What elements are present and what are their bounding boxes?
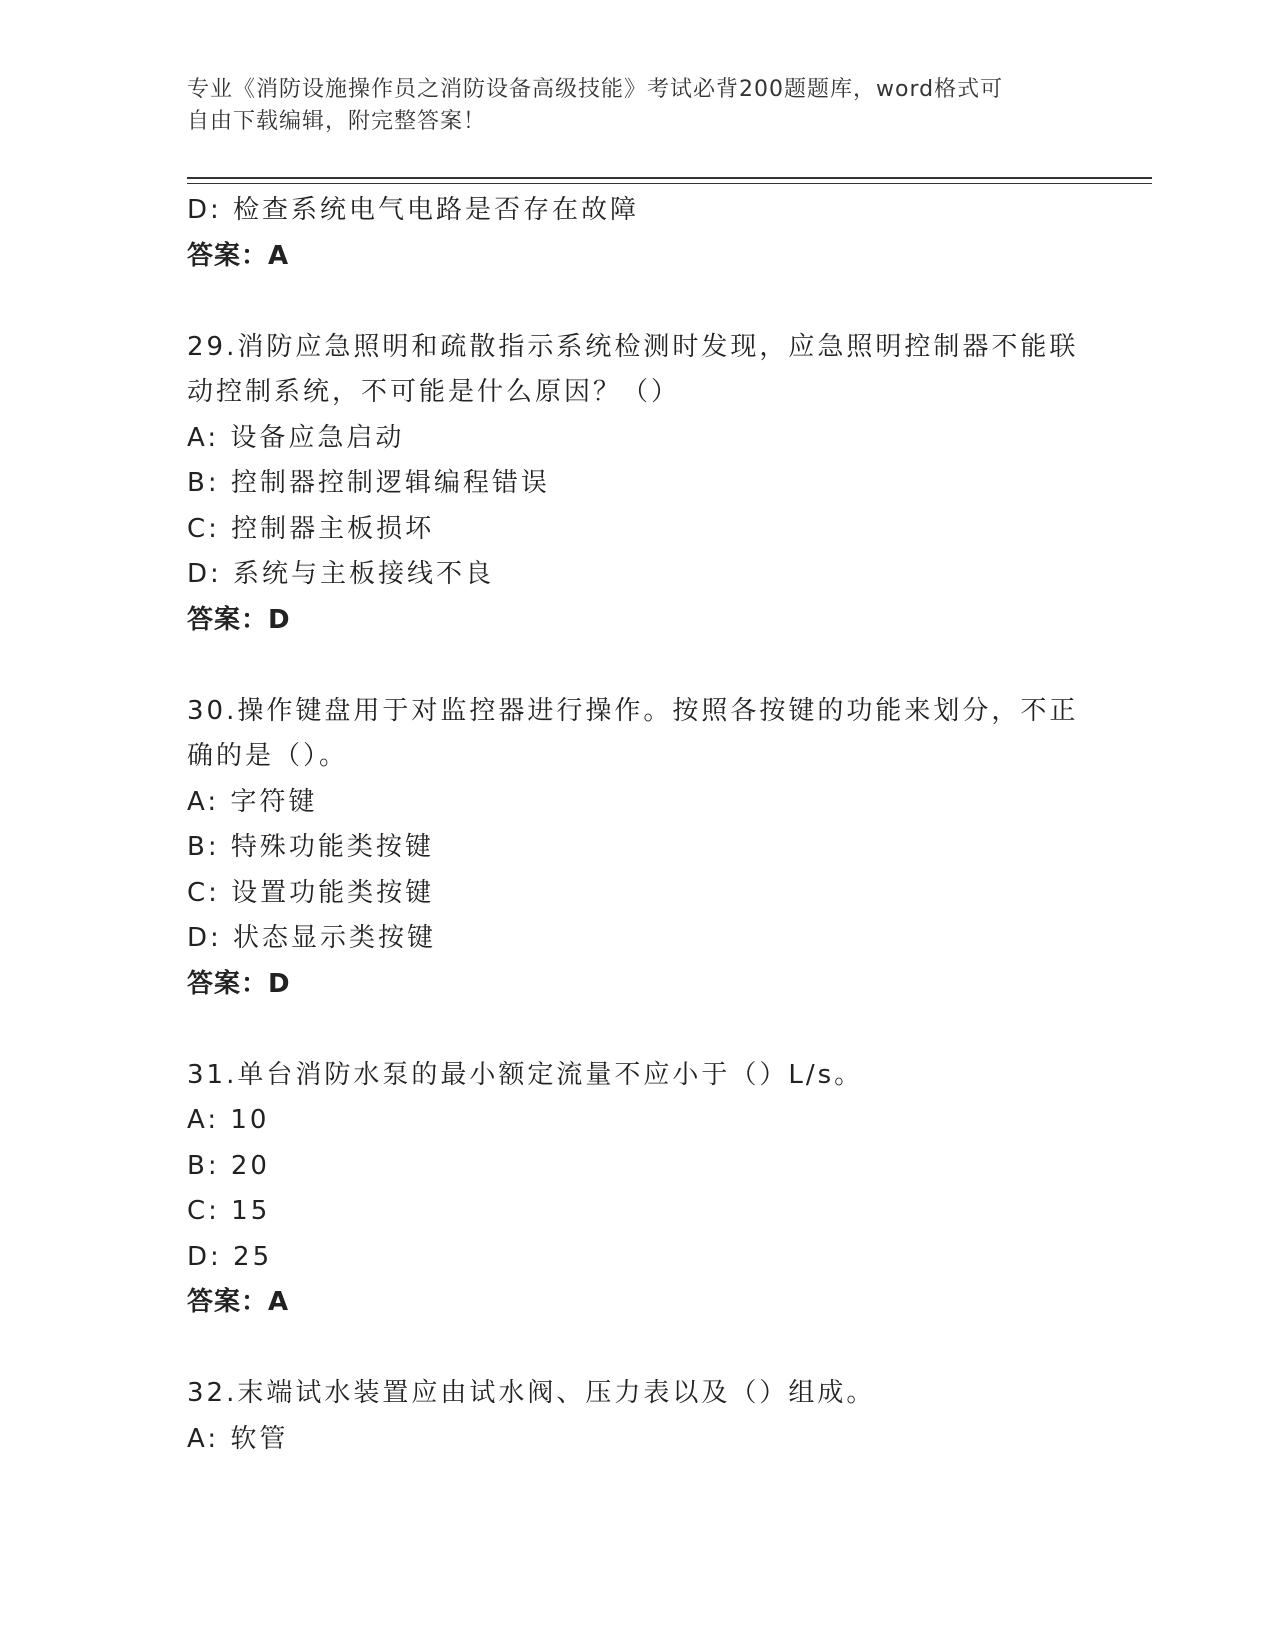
question-29-stem-2: 动控制系统，不可能是什么原因？（）	[187, 377, 681, 407]
question-30-answer: 答案：D	[187, 968, 291, 999]
question-31-answer: 答案：A	[187, 1287, 290, 1317]
question-30	[187, 689, 1087, 1008]
question-31-stem-1: 31.单台消防水泵的最小额定流量不应小于（）L/s。	[187, 1059, 864, 1090]
question-29-option-a: A: 设备应急启动	[187, 422, 405, 453]
question-29-option-c: C: 控制器主板损坏	[187, 513, 435, 544]
prev-option-d: D: 检查系统电气电路是否存在故障	[187, 195, 640, 225]
question-30-stem-2: 确的是（）。	[187, 741, 349, 771]
question-29	[187, 325, 1087, 644]
header-line-2: 自由下载编辑，附完整答案！	[187, 109, 487, 134]
prev-answer: 答案：A	[187, 240, 290, 271]
question-30-option-c: C: 设置功能类按键	[187, 877, 435, 908]
question-29-option-b: B: 控制器控制逻辑编程错误	[187, 468, 550, 498]
question-31-option-a: A: 10	[187, 1105, 270, 1135]
question-31-option-b: B: 20	[187, 1150, 270, 1181]
question-30-option-b: B: 特殊功能类按键	[187, 832, 434, 862]
question-32	[187, 1371, 1087, 1462]
question-32-stem-1: 32.末端试水装置应由试水阀、压力表以及（）组成。	[187, 1378, 876, 1408]
question-29-answer: 答案：D	[187, 604, 291, 635]
question-29-stem-1: 29.消防应急照明和疏散指示系统检测时发现，应急照明控制器不能联	[187, 331, 1079, 362]
header-line-1: 专业《消防设施操作员之消防设备高级技能》考试必背200题题库，word格式可	[187, 77, 1004, 102]
question-30-option-a: A: 字符键	[187, 786, 318, 817]
question-32-option-a: A: 软管	[187, 1423, 289, 1454]
question-31-option-c: C: 15	[187, 1196, 271, 1226]
question-31-option-d: D: 25	[187, 1241, 273, 1272]
question-30-stem-1: 30.操作键盘用于对监控器进行操作。按照各按键的功能来划分，不正	[187, 695, 1079, 726]
question-30-option-d: D: 状态显示类按键	[187, 923, 437, 953]
header-divider	[187, 177, 1152, 179]
question-29-option-d: D: 系统与主板接线不良	[187, 559, 495, 589]
question-31	[187, 1053, 1087, 1326]
question-list	[187, 188, 1087, 1462]
header-divider-thin	[187, 183, 1152, 184]
document-header	[187, 74, 1067, 138]
